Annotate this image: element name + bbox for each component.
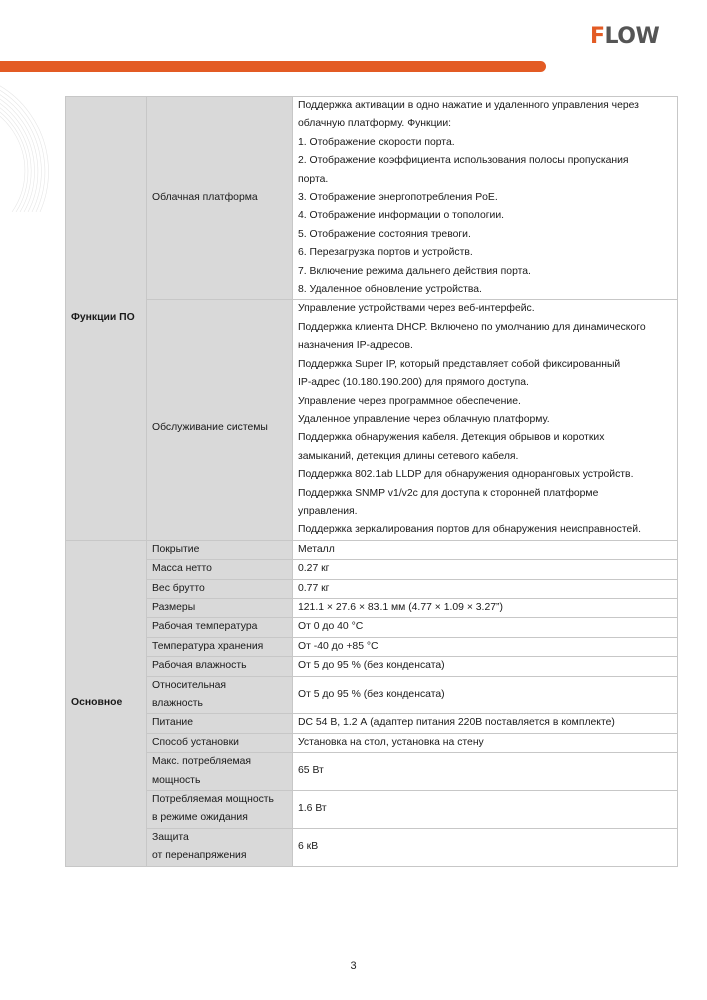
row-label xyxy=(147,733,293,752)
table-row xyxy=(66,637,678,656)
table-row xyxy=(66,598,678,617)
row-label-line: Рабочая температура xyxy=(152,621,258,633)
row-label xyxy=(147,714,293,733)
value-line: 4. Отображение информации о топологии. xyxy=(298,210,505,222)
row-label-line: Потребляемая мощность xyxy=(152,794,274,806)
table-row xyxy=(66,540,678,559)
row-label-line: Рабочая влажность xyxy=(152,660,247,672)
value-line: 7. Включение режима дальнего действия порта. xyxy=(298,265,531,277)
row-label-line: Покрытие xyxy=(152,543,200,555)
row-value: 121.1 × 27.6 × 83.1 мм (4.77 × 1.09 × 3.27”) xyxy=(293,598,678,617)
value-line: 5. Отображение состояния тревоги. xyxy=(298,228,471,240)
value-line: 2. Отображение коэффициента использования полосы пропускания xyxy=(298,155,629,167)
row-value: От -40 до +85 °C xyxy=(293,637,678,656)
value-line: облачную платформу. Функции: xyxy=(298,118,452,130)
table-row xyxy=(66,753,678,791)
table-row xyxy=(66,579,678,598)
logo-text: LOW xyxy=(604,24,660,49)
row-label xyxy=(147,560,293,579)
row-label-line: Относительная xyxy=(152,679,227,691)
value-line: Поддержка зеркалирования портов для обнаружения неисправностей. xyxy=(298,524,641,536)
row-label xyxy=(147,753,293,791)
row-value: От 5 до 95 % (без конденсата) xyxy=(293,657,678,676)
value-line: 8. Удаленное обновление устройства. xyxy=(298,284,482,296)
row-label xyxy=(147,618,293,637)
row-label xyxy=(147,657,293,676)
table-row xyxy=(66,618,678,637)
row-label: Облачная платформа xyxy=(147,97,293,300)
value-line: замыканий, детекция длины сетевого кабеля. xyxy=(298,450,519,462)
table-row xyxy=(66,714,678,733)
table-row xyxy=(66,791,678,829)
value-line: Поддержка клиента DHCP. Включено по умолчанию для динамического xyxy=(298,321,646,333)
row-value: Металл xyxy=(293,540,678,559)
value-line: порта. xyxy=(298,173,329,185)
decorative-arcs xyxy=(0,72,60,212)
row-value xyxy=(293,300,678,540)
value-line: Удаленное управление через облачную платформу. xyxy=(298,413,550,425)
value-line: 3. Отображение энергопотребления PoE. xyxy=(298,192,498,204)
value-line: IP-адрес (10.180.190.200) для прямого доступа. xyxy=(298,377,529,389)
row-label-line: Защита xyxy=(152,831,189,843)
row-label-line: Масса нетто xyxy=(152,563,212,575)
value-line: Управление устройствами через веб-интерфейс. xyxy=(298,303,535,315)
row-value: 6 кВ xyxy=(293,828,678,866)
row-label-line: от перенапряжения xyxy=(152,850,247,862)
row-value: 65 Вт xyxy=(293,753,678,791)
value-line: Поддержка 802.1ab LLDP для обнаружения одноранговых устройств. xyxy=(298,469,634,481)
row-label xyxy=(147,791,293,829)
row-label-line: Температура хранения xyxy=(152,640,264,652)
row-label-line: Способ установки xyxy=(152,736,239,748)
section-title: Основное xyxy=(66,540,147,866)
value-line: Поддержка Super IP, который представляет собой фиксированный xyxy=(298,358,621,370)
row-label xyxy=(147,828,293,866)
table-row xyxy=(66,676,678,714)
value-line: назначения IP-адресов. xyxy=(298,340,413,352)
value-line: Поддержка SNMP v1/v2c для доступа к сторонней платформе xyxy=(298,487,599,499)
row-label-line: Вес брутто xyxy=(152,582,205,594)
spec-table xyxy=(65,96,678,867)
row-label-line: влажность xyxy=(152,698,203,709)
row-value: 1.6 Вт xyxy=(293,791,678,829)
row-label: Обслуживание системы xyxy=(147,300,293,540)
row-value: 0.77 кг xyxy=(293,579,678,598)
table-row xyxy=(66,828,678,866)
value-line: Управление через программное обеспечение. xyxy=(298,395,521,407)
value-line: Поддержка активации в одно нажатие и удаленного управления через xyxy=(298,100,639,111)
value-line: управления. xyxy=(298,505,358,517)
row-label-line: Питание xyxy=(152,717,194,729)
row-value xyxy=(293,97,678,300)
page-number: 3 xyxy=(350,960,357,972)
row-label xyxy=(147,637,293,656)
row-label xyxy=(147,598,293,617)
header-accent-bar xyxy=(0,61,546,72)
row-value: От 0 до 40 °C xyxy=(293,618,678,637)
table-row xyxy=(66,560,678,579)
value-line: 1. Отображение скорости порта. xyxy=(298,136,455,148)
table-row xyxy=(66,657,678,676)
row-label-line: Макс. потребляемая xyxy=(152,756,252,768)
table-row xyxy=(66,733,678,752)
logo-letter-f: F xyxy=(590,24,605,49)
row-label-line: Размеры xyxy=(152,601,196,613)
row-value: От 5 до 95 % (без конденсата) xyxy=(293,676,678,714)
row-value: DC 54 В, 1.2 А (адаптер питания 220В поставляется в комплекте) xyxy=(293,714,678,733)
value-line: 6. Перезагрузка портов и устройств. xyxy=(298,247,473,259)
row-label-line: в режиме ожидания xyxy=(152,812,248,824)
row-label xyxy=(147,676,293,714)
section-title: Функции ПО xyxy=(66,97,147,541)
table-row xyxy=(66,300,678,540)
row-value: 0.27 кг xyxy=(293,560,678,579)
row-label xyxy=(147,579,293,598)
row-label-line: мощность xyxy=(152,774,201,786)
row-label xyxy=(147,540,293,559)
flow-logo xyxy=(590,26,659,48)
table-row xyxy=(66,97,678,300)
value-line: Поддержка обнаружения кабеля. Детекция обрывов и коротких xyxy=(298,432,605,444)
row-value: Установка на стол, установка на стену xyxy=(293,733,678,752)
